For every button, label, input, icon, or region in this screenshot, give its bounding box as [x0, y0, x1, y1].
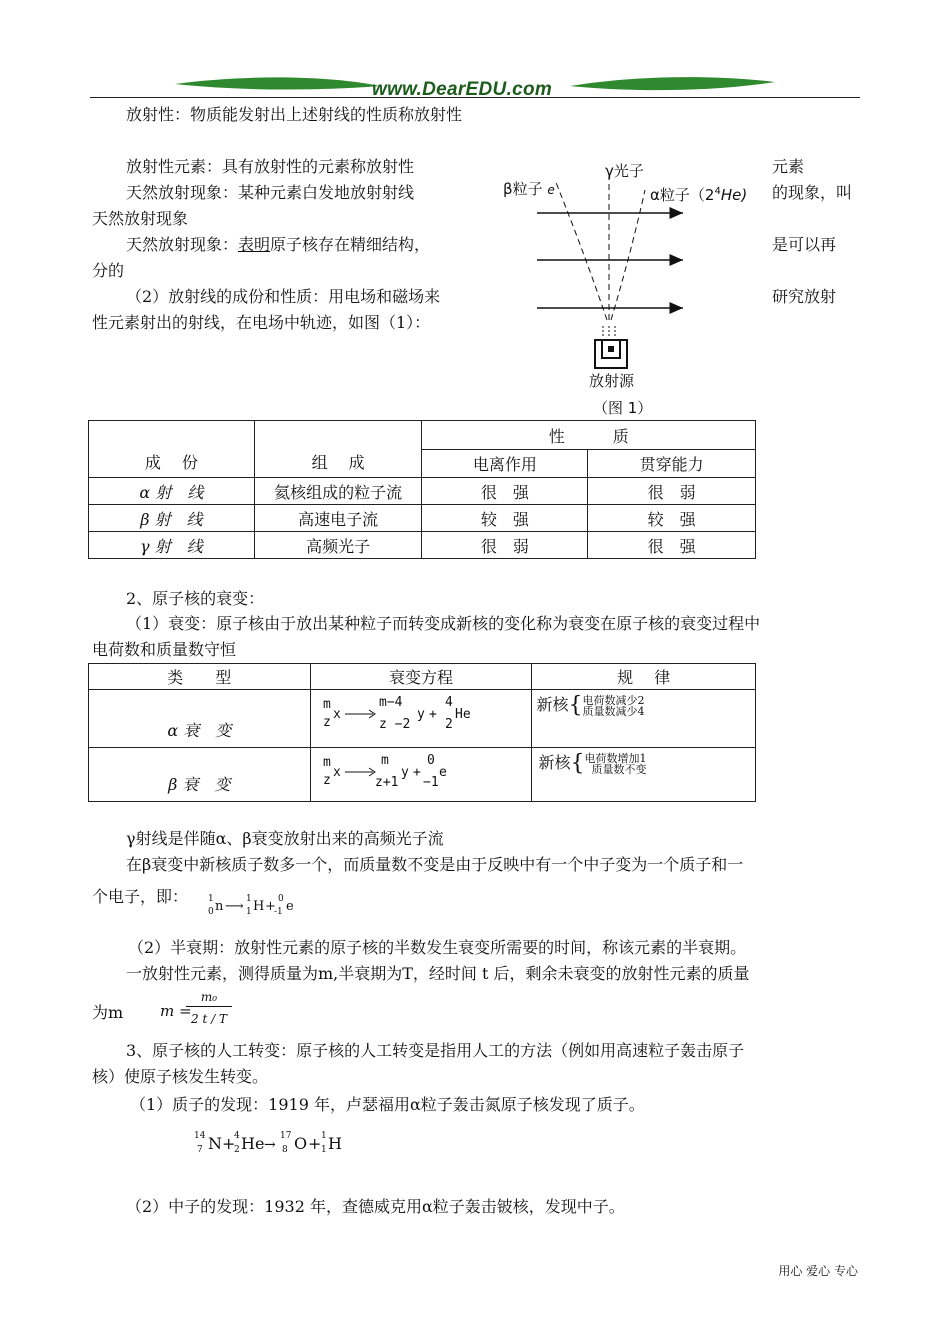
svg-text:He: He — [454, 707, 471, 722]
site-logo[interactable]: www.DearEDU.com — [372, 79, 553, 100]
svg-text:0: 0 — [426, 753, 435, 768]
svg-text:1: 1 — [321, 1145, 327, 1155]
header-composition: 组 成 — [254, 421, 422, 478]
alpha-equation-figure — [321, 694, 501, 738]
alpha-decay-rule: 新核{ 电荷数减少2 质量数减少4 — [532, 690, 756, 748]
header-properties: 性 质 — [422, 421, 756, 450]
svg-text:8: 8 — [282, 1145, 288, 1155]
header-rule: 规 律 — [532, 664, 756, 690]
svg-text:e: e — [286, 899, 294, 914]
svg-text:1: 1 — [208, 894, 214, 904]
para-components: （2）放射线的成份和性质：用电场和磁场来 — [126, 287, 441, 306]
section2-title: 2、原子核的衰变： — [126, 589, 265, 608]
cell-ionization: 很 弱 — [422, 532, 588, 559]
svg-text:m: m — [380, 753, 389, 768]
radiation-properties-table — [88, 420, 756, 559]
header-penetration: 贯穿能力 — [588, 450, 756, 478]
para-components-end: 研究放射 — [772, 287, 837, 306]
svg-text:e: e — [438, 765, 447, 780]
para-natural-wrap: 天然放射现象 — [92, 209, 189, 228]
alpha-decay-type: α 衰 变 — [89, 690, 311, 748]
halflife-example-wrap: 为m — [92, 1003, 124, 1022]
table-row — [89, 690, 756, 748]
decay-table — [88, 663, 756, 802]
svg-text:+: + — [308, 1134, 322, 1153]
section3-title-wrap: 核）使原子核发生转变。 — [92, 1067, 269, 1086]
svg-text:+: + — [265, 899, 276, 914]
para-natural: 天然放射现象：某种元素白发地放射射线 — [126, 183, 415, 202]
svg-text:0: 0 — [208, 907, 214, 917]
neutron-discovery: （2）中子的发现：1932 年，查德威克用α粒子轰击铍核，发现中子。 — [126, 1197, 625, 1216]
cell-composition: 高速电子流 — [254, 505, 422, 532]
beta-decay-rule: 新核{ 电荷数增加1 质量数不变 — [532, 748, 756, 802]
svg-text:He: He — [241, 1134, 265, 1153]
proton-reaction-equation — [192, 1128, 372, 1160]
svg-text:y: y — [400, 765, 409, 780]
svg-text:0: 0 — [278, 894, 284, 904]
cell-ionization: 很 强 — [422, 478, 588, 505]
svg-text:+: + — [222, 1134, 236, 1153]
cell-name: β 射 线 — [89, 505, 255, 532]
svg-text:H: H — [253, 899, 265, 914]
alpha-trajectory — [611, 190, 645, 320]
svg-text:4: 4 — [444, 695, 453, 710]
cell-composition: 氦核组成的粒子流 — [254, 478, 422, 505]
gamma-label: γ光子 — [605, 162, 644, 180]
cell-penetration: 很 弱 — [588, 478, 756, 505]
svg-text:m: m — [322, 697, 331, 712]
cell-composition: 高频光子 — [254, 532, 422, 559]
gamma-note: γ射线是伴随α、β衰变放射出来的高频光子流 — [126, 829, 444, 848]
header-rule — [90, 97, 860, 98]
formula-denominator: 2 t / T — [191, 1012, 227, 1026]
para-components-wrap: 性元素射出的射线，在电场中轨迹，如图（1）： — [92, 313, 431, 332]
svg-text:m−4: m−4 — [378, 695, 403, 710]
svg-text:−1: −1 — [422, 775, 439, 790]
svg-text:→: → — [264, 1137, 276, 1153]
para-structure: 天然放射现象：表明原子核存在精细结构， — [126, 235, 431, 254]
footer-slogan: 用心 爱心 专心 — [778, 1264, 858, 1278]
svg-text:1: 1 — [246, 894, 252, 904]
svg-text:O: O — [294, 1134, 308, 1153]
table-row — [89, 532, 756, 559]
svg-text:14: 14 — [194, 1131, 206, 1141]
cell-ionization: 较 强 — [422, 505, 588, 532]
svg-text:2: 2 — [234, 1145, 240, 1155]
svg-text:+: + — [428, 707, 437, 722]
cell-penetration: 较 强 — [588, 505, 756, 532]
svg-text:1: 1 — [321, 1131, 327, 1141]
section3-title: 3、原子核的人工转变：原子核的人工转变是指用人工的方法（例如用高速粒子轰击原子 — [126, 1041, 745, 1060]
cell-name: γ 射 线 — [89, 532, 255, 559]
halflife-definition: （2）半衰期：放射性元素的原子核的半数发生衰变所需要的时间，称该元素的半衰期。 — [128, 938, 747, 957]
cell-name: α 射 线 — [89, 478, 255, 505]
header-equation: 衰变方程 — [310, 664, 532, 690]
svg-text:n: n — [215, 899, 224, 914]
svg-text:H: H — [328, 1134, 342, 1153]
svg-text:z: z — [322, 715, 331, 730]
svg-text:+: + — [412, 765, 421, 780]
table-row — [89, 505, 756, 532]
svg-text:⟶: ⟶ — [225, 899, 244, 914]
alpha-label: α粒子$(2^4He)$ — [650, 186, 748, 204]
cell-penetration: 很 强 — [588, 532, 756, 559]
header-component: 成 份 — [89, 421, 255, 478]
svg-text:N: N — [208, 1134, 222, 1153]
beta-equation-figure — [321, 752, 501, 796]
svg-text:17: 17 — [280, 1131, 292, 1141]
svg-text:m: m — [322, 755, 331, 770]
svg-text:7: 7 — [197, 1145, 203, 1155]
header-ionization: 电离作用 — [422, 450, 588, 478]
decay-definition: （1）衰变：原子核由于放出某种粒子而转变成新核的变化称为衰变在原子核的衰变过程中 — [126, 614, 761, 633]
decay-definition-wrap: 电荷数和质量数守恒 — [92, 640, 237, 659]
para-natural-end: 的现象，叫 — [772, 183, 853, 202]
svg-text:2: 2 — [444, 717, 453, 732]
beta-decay-equation — [310, 748, 532, 802]
svg-text:1: 1 — [246, 907, 252, 917]
alpha-decay-equation — [310, 690, 532, 748]
beta-note: 在β衰变中新核质子数多一个，而质量数不变是由于反映中有一个中子变为一个质子和一 — [126, 855, 744, 874]
table-row — [89, 478, 756, 505]
table-row — [89, 748, 756, 802]
neutron-decay-equation — [206, 890, 316, 920]
svg-text:x: x — [332, 765, 341, 780]
figure-caption: （图 1） — [593, 399, 653, 417]
svg-text:-1: -1 — [274, 907, 283, 917]
beta-decay-type: β 衰 变 — [89, 748, 311, 802]
formula-numerator: m₀ — [186, 988, 232, 1007]
svg-text:y: y — [416, 707, 425, 722]
para-structure-end: 是可以再 — [772, 235, 837, 254]
beta-label: β粒子 e — [503, 180, 555, 198]
header-type: 类 型 — [89, 664, 311, 690]
formula-lhs: m = — [160, 1002, 192, 1020]
beta-trajectory — [555, 180, 607, 320]
svg-text:z+1: z+1 — [374, 775, 399, 790]
beta-note-wrap: 个电子，即： — [92, 887, 189, 906]
halflife-example: 一放射性元素，测得质量为m,半衰期为T，经时间 t 后，剩余未衰变的放射性元素的质量 — [126, 964, 750, 983]
source-box — [595, 340, 627, 368]
para-radioactivity: 放射性：物质能发射出上述射线的性质称放射性 — [126, 105, 463, 124]
para-radioelement: 放射性元素：具有放射性的元素称放射性 — [126, 157, 415, 176]
svg-text:4: 4 — [234, 1131, 240, 1141]
para-radioelement-end: 元素 — [772, 157, 805, 176]
para-structure-wrap: 分的 — [92, 261, 125, 280]
svg-text:z: z — [322, 773, 331, 788]
svg-text:z −2: z −2 — [378, 717, 410, 732]
proton-discovery: （1）质子的发现：1919 年，卢瑟福用α粒子轰击氮原子核发现了质子。 — [130, 1095, 645, 1114]
svg-text:x: x — [332, 707, 341, 722]
source-label: 放射源 — [589, 372, 635, 390]
